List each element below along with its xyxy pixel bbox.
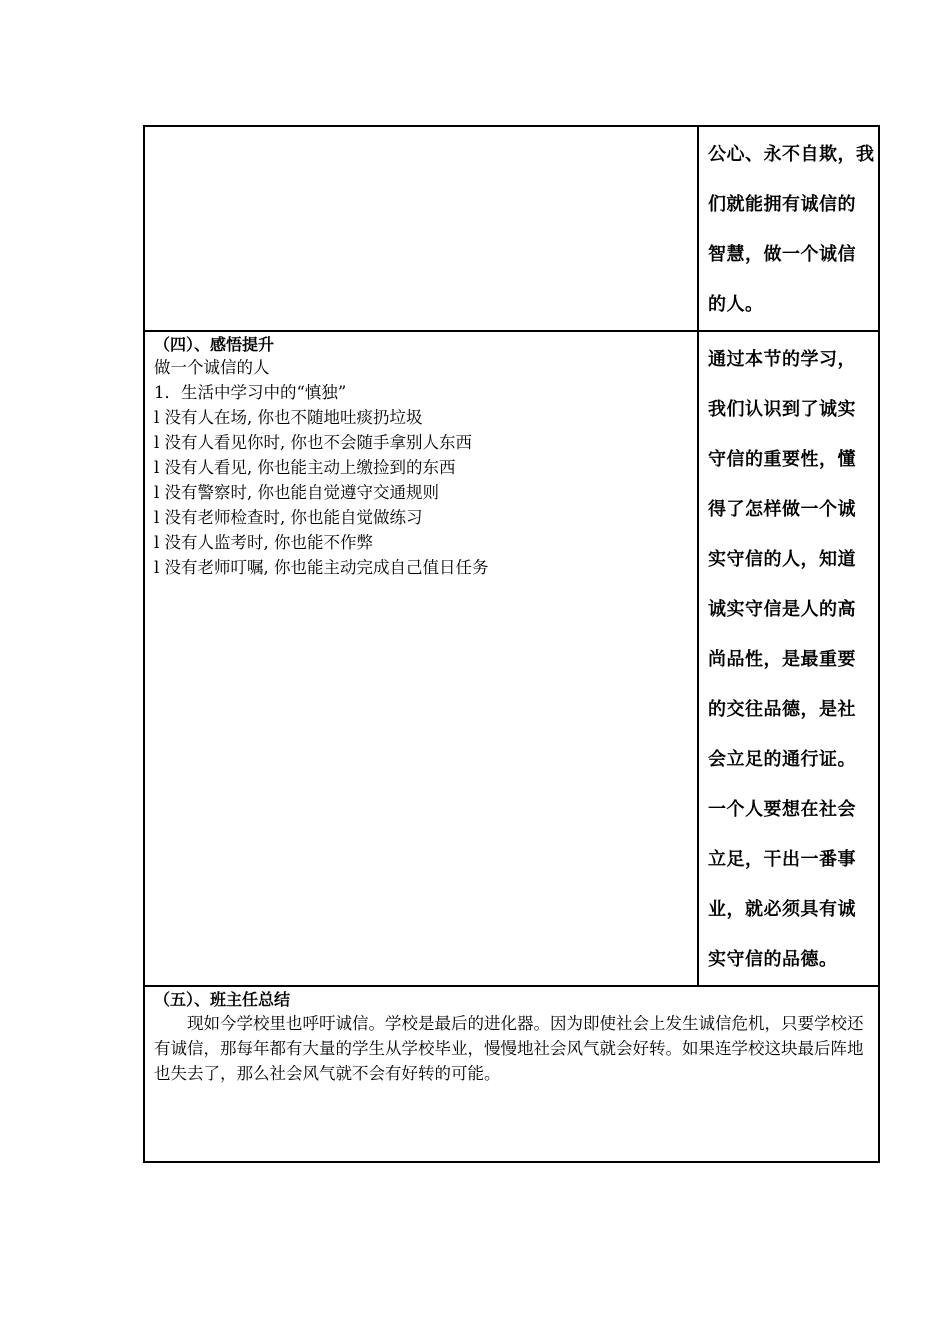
- section-line: l 没有老师叮嘱, 你也能主动完成自己值日任务: [154, 558, 489, 577]
- section-four-cell: [144, 331, 698, 986]
- lesson-plan-table: [143, 125, 880, 1163]
- note-line: 一个人要想在社会: [708, 799, 856, 820]
- note-line: 诚实守信是人的高: [708, 599, 856, 620]
- section-five-cell: [144, 986, 879, 1162]
- table-row: [144, 331, 879, 986]
- note-line: 实守信的品德。: [708, 949, 838, 970]
- note-line: 我们认识到了诚实: [708, 399, 856, 420]
- section-line: 1．生活中学习中的“慎独”: [154, 383, 347, 402]
- note-line: 尚品性，是最重要: [708, 649, 856, 670]
- note-line: 立足，干出一番事: [708, 849, 856, 870]
- section-line: l 没有人看见你时, 你也不会随手拿别人东西: [154, 433, 473, 452]
- note-line: 公心、永不自欺，我: [708, 144, 875, 165]
- section-line: l 没有老师检查时, 你也能自觉做练习: [154, 508, 423, 527]
- section-heading: （五）、班主任总结: [154, 990, 291, 1009]
- section-line: l 没有人在场, 你也不随地吐痰扔垃圾: [154, 408, 423, 427]
- note-line: 的交往品德，是社: [708, 699, 856, 720]
- note-line: 智慧，做一个诚信: [708, 244, 856, 265]
- section-line: l 没有警察时, 你也能自觉遵守交通规则: [154, 483, 440, 502]
- empty-content-cell: [144, 126, 698, 331]
- section-line: 做一个诚信的人: [154, 358, 270, 377]
- section-heading: （四）、感悟提升: [154, 335, 275, 354]
- note-cell: [698, 331, 879, 986]
- section-line: l 没有人监考时, 你也能不作弊: [154, 533, 374, 552]
- summary-paragraph: 现如今学校里也呼吁诚信。学校是最后的进化器。因为即使社会上发生诚信危机，只要学校还有诚信，那每年都有大量的学生从学校毕业，慢慢地社会风气就会好转。如果连学校这块最后阵地也失去了，那么社会风气就不会有好转的可能。: [154, 1014, 864, 1083]
- section-line: l 没有人看见, 你也能主动上缴捡到的东西: [154, 458, 456, 477]
- note-line: 实守信的人，知道: [708, 549, 856, 570]
- note-line: 的人。: [708, 294, 764, 315]
- note-line: 得了怎样做一个诚: [708, 499, 856, 520]
- note-cell: [698, 126, 879, 331]
- note-line: 守信的重要性，懂: [708, 449, 856, 470]
- table-row: [144, 986, 879, 1162]
- table-row: [144, 126, 879, 331]
- note-line: 通过本节的学习，: [708, 349, 856, 370]
- note-line: 们就能拥有诚信的: [708, 194, 856, 215]
- note-line: 会立足的通行证。: [708, 749, 856, 770]
- note-line: 业，就必须具有诚: [708, 899, 856, 920]
